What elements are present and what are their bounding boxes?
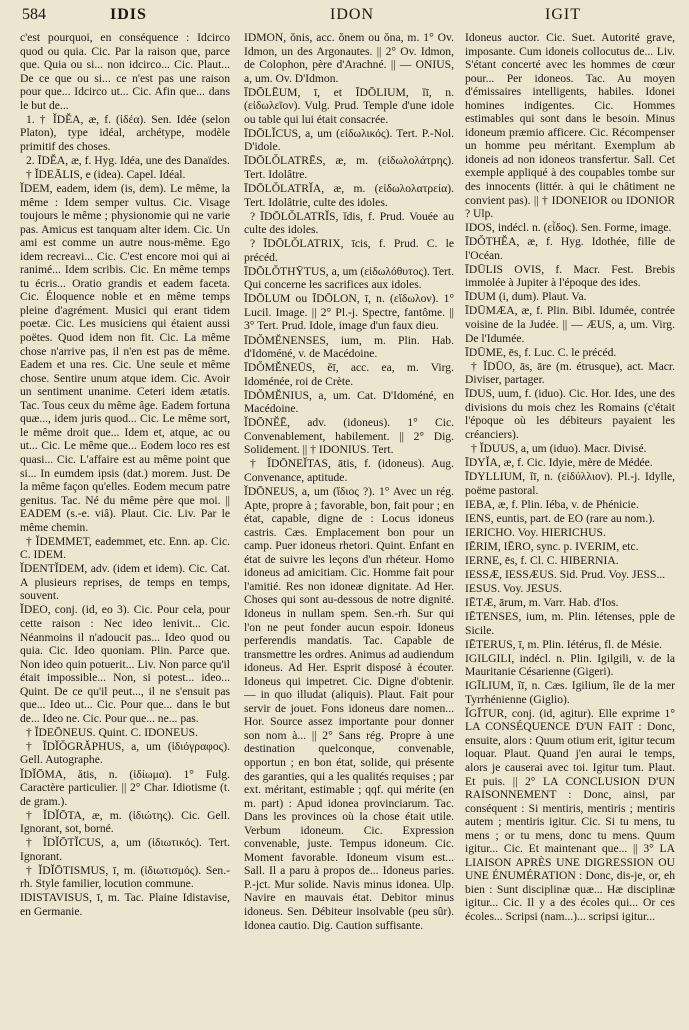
entry: IGĪLIUM, ĭī, n. Cæs. Igilium, île de la mer Tyrrhénienne (Giglio). — [465, 679, 675, 706]
right-headword: IGIT — [545, 6, 581, 23]
entry: c'est pourquoi, en conséquence : Idcirco quod ou quia. Cic. Par la raison que, parce que. Quia ou si... non idcirco... Cic. Plaut... De ce que ou si... ce n'est pas une raison pour que... Idcirco ut... Cic. Afin que... dans le but de... — [20, 31, 230, 112]
entry: ĬDŌNEUS, a, um (ἴδιος ?). 1° Avec un rég. Apte, propre à ; favorable, bon, fait pour ; en état, capable, digne de : Locus idoneus castris. Cæs. Emplacement bon pour un camp. Puer idoneus rhetori. Quint. Enfant en état de suivre les leçons d'un rhéteur. Homo idoneus ad amicitiam. Cic. Homme fait pour l'amitié. Res non idoneæ dignitate. Ad Her. Choses qui sont au-dessous de notre dignité. Idoneus in nullam spem. Sen.-rh. Sur qui l'on ne peut fonder aucun espoir. Idoneus perferendis mandatis. Tac. Capable de transmettre les ordres. Animus ad audiendum idoneus. Ad Her. Esprit disposé à écouter. Idoneus qui impetret. Cic. Digne d'obtenir. — in quo illudat (aliquis). Plaut. Fait pour servir de jouet. Fons idoneus dare nomen... Hor. Source assez importante pour donner son nom à... || 2° Sans rég. Propre à une destination quelconque, convenable, opportun ; en bon état, solide, qui présente des garanties, qui a les qualités requises ; par ext. méritant, estimable ; qqf. qui mérite (en m. part) : Apud idonea provinciarum. Tac. Dans les provinces où la chose était utile. Verbum idoneum. Cic. Expression convenable, juste. Tempus idoneum. Cic. Moment favorable. Idoneum visum est... Sall. Il a paru à propos de... Idoneus paries. P.-jct. Mur solide. Navis minus idonea. Ulp. Navire en mauvais état. Debitor minus idoneus. Sen. Débiteur insolvable (peu sûr). Idonea cautio. Dig. Caution suffisante. — [244, 485, 454, 932]
entry: ĪDŪMÆA, æ, f. Plin. Bibl. Idumée, contrée voisine de la Judée. || — ÆUS, a, um. Virg. De l'Idumée. — [465, 304, 675, 345]
entry: ĪDŎTHĔA, æ, f. Hyg. Idothée, fille de l'Océan. — [465, 235, 675, 262]
entry: 2. ĪDĔA, æ, f. Hyg. Idéa, une des Danaïdes. — [26, 153, 230, 167]
entry: Idoneus auctor. Cic. Suet. Autorité grave, imposante. Cum idoneis collocutus de... Liv. S'étant concerté avec les hommes de cœur pour... Per idoneos. Tac. Au moyen d'émissaires intelligents, habiles. Idonei homines indigentes. Cic. Hommes estimables qui sont dans le besoin. Minus idoneum præmio afficere. Cic. Récompenser un homme peu méritant. Exemplum ab idoneis ad non idoneos transfertur. Sall. Cet exemple appliqué à des coupables tombe sur des innocents (littér. à qui le châtiment ne convient pas). || † IDONEIOR ou IDONIOR ? Ulp. — [465, 31, 675, 221]
entry: ĪDUS, uum, f. (iduo). Cic. Hor. Ides, une des divisions du mois chez les Romains (c'était l'époque où les débiteurs payaient les créanciers). — [465, 387, 675, 441]
column-right — [465, 31, 675, 1025]
entry: IERICHO. Voy. HIERICHUS. — [465, 525, 606, 539]
entry: ĪDŌLĒUM, ī, et ĪDŌLIUM, ĭī, n. (εἰδωλεῖον). Vulg. Prud. Temple d'une idole ou table qui lui était consacrée. — [244, 85, 454, 126]
running-header — [0, 0, 689, 30]
entry: IĒRIM, IĒRO, sync. p. IVERIM, etc. — [465, 539, 639, 553]
entry: IESSÆ, IESSÆUS. Sid. Prud. Voy. JESS... — [465, 567, 666, 581]
entry: IDOS, indécl. n. (εἶδος). Sen. Forme, image. — [465, 221, 672, 235]
entry: IĒTERUS, ī, m. Plin. Iétérus, fl. de Mésie. — [465, 637, 663, 651]
entry: ? ĪDŌLŎLATRĬS, ĭdis, f. Prud. Vouée au culte des idoles. — [244, 209, 454, 237]
center-headword: IDON — [330, 6, 374, 23]
entry: 1. † ĬDĔA, æ, f. (ἰδέα). Sen. Idée (selon Platon), type idéal, archétype, modèle primitif des choses. — [20, 112, 230, 153]
left-headword: IDIS — [110, 6, 147, 23]
entry: ĪDŌLŎTHȲTUS, a, um (εἰδωλόθυτος). Tert. Qui concerne les sacrifices aux idoles. — [244, 264, 454, 292]
entry: IĒTENSES, ium, m. Plin. Iétenses, pple de Sicile. — [465, 609, 675, 637]
entry: ? ĪDŌLŎLATRIX, īcis, f. Prud. C. le précéd. — [244, 237, 454, 264]
entry: ĬDŌNĔĒ, adv. (idoneus). 1° Cic. Convenablement, habilement. || 2° Dig. Solidement. || † IDONIUS. Tert. — [244, 416, 454, 457]
entry: † ĬDUUS, a, um (iduo). Macr. Divisé. — [471, 441, 647, 455]
entry: † ĬDEŌNEUS. Quint. C. IDONEUS. — [26, 725, 198, 739]
column-center — [244, 31, 454, 1025]
entry: IGILGILI, indécl. n. Plin. Igilgili, v. de la Mauritanie Césarienne (Gigeri). — [465, 651, 675, 679]
entry: ĪDŌLĬCUS, a, um (εἰδωλικός). Tert. P.-Nol. D'idole. — [244, 126, 454, 154]
entry: ĪDŪLIS OVIS, f. Macr. Fest. Brebis immolée à Jupiter à l'époque des ides. — [465, 262, 675, 290]
entry: ĬGĬTUR, conj. (id, agitur). Elle exprime 1° LA CONSÉQUENCE D'UN FAIT : Donc, ensuite, alors : Quum otium erit, igitur tecum loquar. Plaut. Quand j'en aurai le temps, alors je causerai avec toi. Igitur tum. Plaut. Et puis. || 2° LA CONCLUSION D'UN RAISONNEMENT : Donc, ainsi, par conséquent : Si mentiris, mentiris ; mentiris autem ; mentiris igitur. Cic. Si tu mens, tu mens ; or tu mens, donc tu mens. Quum igitur... Cic. Et maintenant que... || 3° LA LIAISON APRÈS UNE DIGRESSION OU UNE ÉNUMÉRATION : Donc, dis-je, or, eh bien : Sunt disciplinæ quæ... Hæ disciplinæ igitur... Cic. Il y a des écoles qui... Or ces écoles... Scripsi (nam...)... scripsi igitur... — [465, 706, 675, 923]
entry: ĬDENTĬDEM, adv. (idem et idem). Cic. Cat. A plusieurs reprises, de temps en temps, souvent. — [20, 562, 230, 603]
entry: ĪDYLLIUM, ĭī, n. (εἰδύλλιον). Pl.-j. Idylle, poëme pastoral. — [465, 470, 675, 497]
entry: IERNE, ēs, f. Cl. C. HIBERNIA. — [465, 553, 619, 567]
entry: † ĬDEMMET, eademmet, etc. Enn. ap. Cic. C. IDEM. — [20, 534, 230, 562]
entry: † ĬDĬŌTA, æ, m. (ἰδιώτης). Cic. Gell. Ignorant, sot, borné. — [20, 808, 230, 836]
page-number: 584 — [22, 6, 46, 23]
entry: ĬDĬŌMA, ătis, n. (ἰδίωμα). 1° Fulg. Caractère particulier. || 2° Char. Idiotisme (t. de gram.). — [20, 767, 230, 808]
column-left — [20, 31, 230, 1025]
entry: ĬDEO, conj. (id, eo 3). Cic. Pour cela, pour cette raison : Nec ideo lenivit... Cic. Néanmoins il n'adoucit pas... Ideo quod ou quia. Cic. Ideo quoniam. Plin. Parce que. Non ideo quin potuerit... Liv. Non parce qu'il était impossible... Non, si potest... ideo... Quint. De ce qu'il peut..., il ne s'ensuit pas que... Ideo ut... Cic. Pour que... dans le but de... Ideo ne. Cic. Pour que... ne... pas. — [20, 603, 230, 725]
entry: ĪDYĬA, æ, f. Cic. Idyie, mère de Médée. — [465, 455, 653, 469]
entry: ĪDŌLŎLATRĬA, æ, m. (εἰδωλολατρεία). Tert. Idolâtrie, culte des idoles. — [244, 182, 454, 209]
entry: IENS, euntis, part. de EO (rare au nom.). — [465, 511, 655, 525]
entry: ĪDŌLUM ou ĪDŌLON, ī, n. (εἴδωλον). 1° Lucil. Image. || 2° Pl.-j. Spectre, fantôme. || 3° Tert. Prud. Idole, image d'un faux dieu. — [244, 292, 454, 333]
entry: IDMON, ŏnis, acc. ŏnem ou ŏna, m. 1° Ov. Idmon, un des Argonautes. || 2° Ov. Idmon, de Colophon, père d'Arachné. || — ONIUS, a, um. Ov. D'Idmon. — [244, 31, 454, 85]
entry: ĪDŌLŎLATRĒS, æ, m. (εἰδωλολάτρης). Tert. Idolâtre. — [244, 154, 454, 181]
entry: † ĬDŪO, ās, āre (m. étrusque), act. Macr. Diviser, partager. — [465, 359, 675, 387]
entry: ĬDEM, eadem, idem (is, dem). Le même, la même : Idem semper vultus. Cic. Visage toujours le même ; physionomie qui ne varie pas. Amicus est tanquam alter idem. Cic. Un ami est comme un autre nous-même. Ego idem recreavi... Cic. C'est encore moi qui ai ranimé... Idem scribis. Cic. En même temps tu écris... Oratio grandis et eadem faceta. Cic. Éloquence noble et en même temps pleine d'agrément. Musici qui erant tidem poetæ. Cic. Les musiciens qui étaient aussi poëtes. Quod idem non fit. Cic. La même chose n'arrive pas, il n'en est pas de même. Eadem et una res. Cic. Une seule et même chose. Sentire unum atque idem. Cic. Avoir un sentiment unanime. Ceteri idem ætatis. Tac. Tous ceux du même âge. Eadem fortuna quæ..., idem juris quod... Cic. Le même sort, le même droit que... Idem et, atque, ac ou ut... Cic. Le même que... Eodem loco res est quasi... Cic. L'affaire est au même point que si... In eumdem ipsis (dat.) morem. Just. De la même façon qu'elles. Eodem mecum patre genitus. Tac. Né du même père que moi. || EADEM (s.-e. viâ). Plaut. Cic. Liv. Par le même chemin. — [20, 182, 230, 534]
entry: † ĬDĬŌTĬCUS, a, um (ἰδιωτικός). Tert. Ignorant. — [20, 836, 230, 863]
entry: † ĬDEĀLIS, e (idea). Capel. Idéal. — [26, 167, 186, 181]
entry: IESUS. Voy. JESUS. — [465, 581, 563, 595]
entry: IDISTAVISUS, ī, m. Tac. Plaine Idistavise, en Germanie. — [20, 891, 230, 918]
entry: † ĬDĬŎGRĂPHUS, a, um (ἰδιόγραφος). Gell. Autographe. — [20, 739, 230, 767]
entry: IEBA, æ, f. Plin. Iéba, v. de Phénicie. — [465, 497, 639, 511]
entry: ĪDUM (i, dum). Plaut. Va. — [465, 290, 587, 304]
entry: ĪDŎMĔNEŪS, ĕī, acc. ea, m. Virg. Idoménée, roi de Crète. — [244, 361, 454, 388]
entry: IĒTÆ, ārum, m. Varr. Hab. d'Ios. — [465, 595, 619, 609]
entry: † ĬDŌNEĬTAS, ātis, f. (idoneus). Aug. Convenance, aptitude. — [244, 457, 454, 484]
entry: ĪDŪME, ēs, f. Luc. C. le précéd. — [465, 345, 617, 359]
entry: ĪDŎMĔNENSES, ium, m. Plin. Hab. d'Idoméné, v. de Macédoine. — [244, 333, 454, 361]
entry: † ĬDĬŌTISMUS, ī, m. (ἰδιωτισμός). Sen.-rh. Style familier, locution commune. — [20, 863, 230, 891]
entry: ĪDŎMĔNIUS, a, um. Cat. D'Idoméné, en Macédoine. — [244, 388, 454, 416]
